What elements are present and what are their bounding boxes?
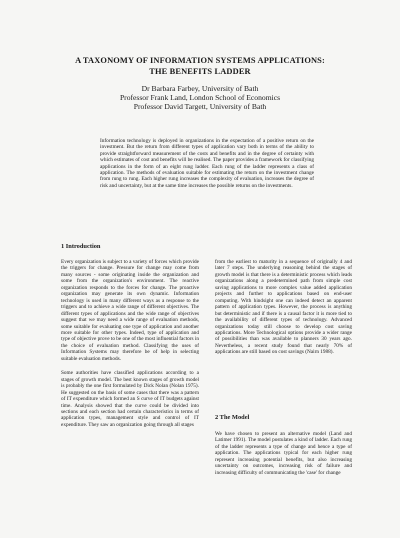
section-2-heading: 2 The Model bbox=[215, 414, 250, 421]
section-1-heading: 1 Introduction bbox=[61, 243, 101, 250]
author-2: Professor Frank Land, London School of Economics bbox=[119, 93, 281, 103]
right-column-bottom bbox=[215, 431, 352, 476]
paragraph: Some authorities have classified applications according to a stages of growth model. The best known stages of growth model is probably the one first formulated by Dick Nolan (Nolan 1975). He suggested on the basis of some cases that there was a pattern of IT expenditure which formed an S curve of IT budgets against time. Analysis showed that the curve could be divided into sections and each section had certain characteristics in terms of application types, management style and control of IT expenditure. They saw an organization going through all stages bbox=[61, 370, 199, 428]
paragraph: from the earliest to maturity in a sequence of originally 4 and later 7 steps. The underlying reasoning behind the stages of growth model is that there is a deterministic process which leads organizations along a predetermined path from simple cost saving applications to more complex value added application projects and further to applications based on end-user computing. With hindsight one can indeed detect an apparent pattern of application types. However, the process is anything but deterministic and if there is a causal factor it is more tied to the availability of different types of technology. Advanced organizations today still choose to develop cost saving applications. More Technological options provide a wider range of possibilities than was available to planners 30 years ago. Nevertheless, a recent study found that nearly 70% of applications are still based on cost savings (Nairn 1988). bbox=[215, 259, 352, 356]
paper-title bbox=[0, 56, 400, 77]
right-column-top bbox=[215, 259, 352, 356]
paragraph: Every organization is subject to a variety of forces which provide the triggers for change. Pressure for change may come from many sources - some originating inside the organization and some from the organization's environment. The reactive organization responds to the forces for change. The proactive organization may generate its own dynamic. Information technology is used in many different ways as a response to the triggers and to achieve a wide range of different objectives. The different types of applications and the wide range of objectives suggest that we may need a wide range of evaluation methods, some suitable for evaluating one type of application and another more suitable for other types. Indeed, type of application and type of objective prove to be one of the most influential factors in the choice of evaluation method. Classifying the uses of Information Systems may therefore be of help in selecting suitable evaluation methods. bbox=[61, 259, 199, 362]
title-line-2: THE BENEFITS LADDER bbox=[149, 66, 251, 76]
author-3: Professor David Targett, University of Bath bbox=[133, 102, 267, 112]
paragraph: We have chosen to present an alternative model (Land and Latimer 1991). The model postulates a kind of ladder. Each rung of the ladder represents a type of change and hence a type of application. The applications typical for each higher rung represent increasing potential benefits, but also increasing uncertainty on outcomes, increasing risk of failure and increasing difficulty of communicating the 'case' for change bbox=[215, 431, 352, 476]
author-list bbox=[0, 84, 400, 112]
author-1: Dr Barbara Farbey, University of Bath bbox=[141, 84, 259, 93]
abstract: Information technology is deployed in organizations in the expectation of a positive return on the investment. But the return from different types of application vary both in terms of the ability to provide straightforward measurement of the costs and benefits and in the degree of certainty with which estimates of cost and benefits will be realised. The paper provides a framework for classifying applications in the form of an eight rung ladder. Each rung of the ladder represents a class of application. The methods of evaluation suitable for estimating the return on the investment change from rung to rung. Each higher rung increases the complexity of evaluation, increases the degree of risk and uncertainty, but at the same time increases the possible returns on the investments. bbox=[100, 138, 314, 189]
title-line-1: A TAXONOMY OF INFORMATION SYSTEMS APPLICATIONS: bbox=[75, 56, 325, 65]
left-column bbox=[61, 259, 199, 428]
